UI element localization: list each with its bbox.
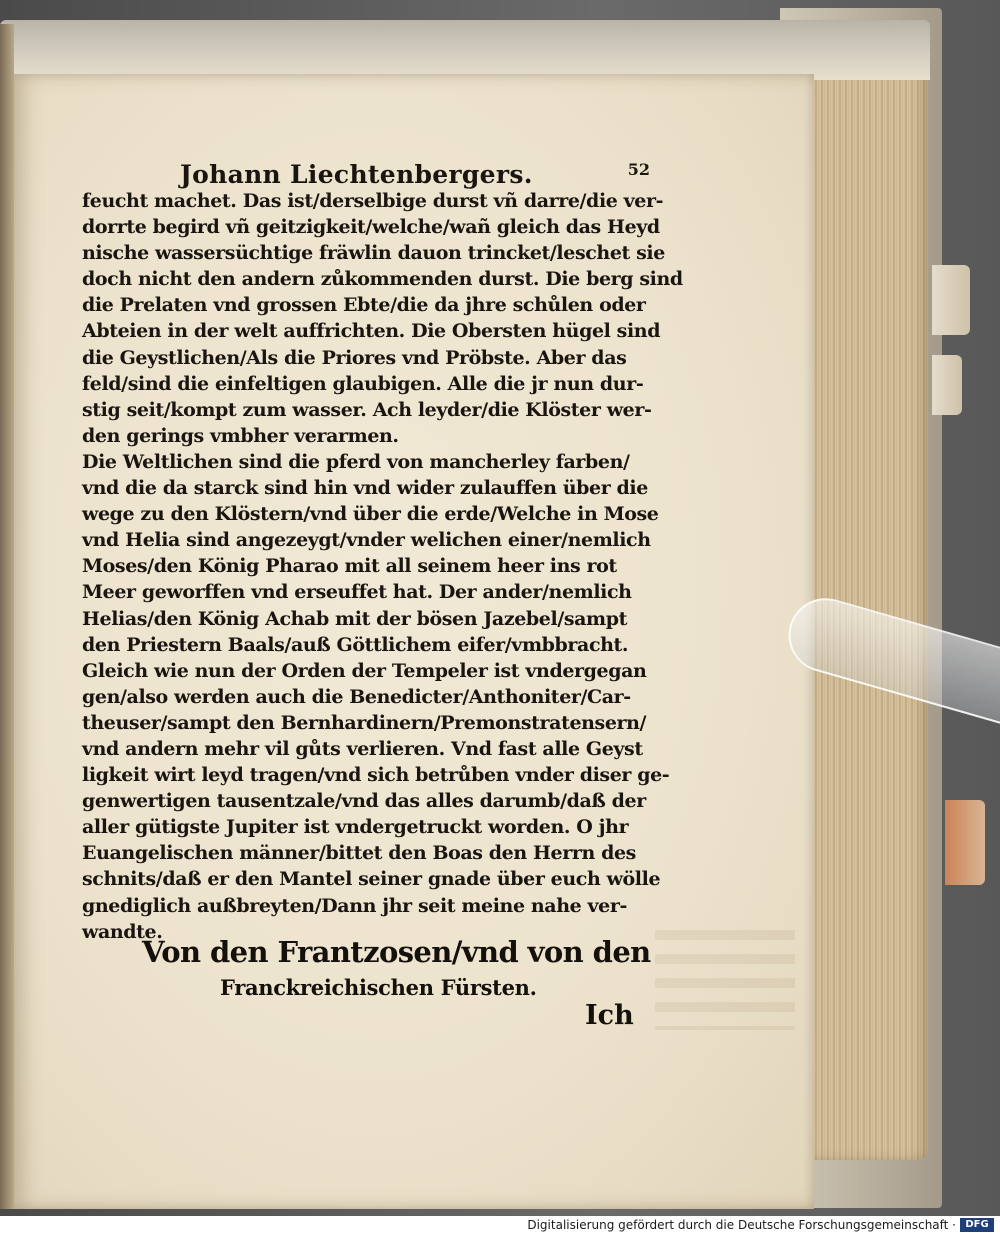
- text-line: theuser/sampt den Bernhardinern/Premonstratensern/: [82, 711, 647, 734]
- book-cover-left: [0, 24, 14, 1209]
- text-line: den gerings vmbher verarmen.: [82, 424, 399, 447]
- text-line: feucht machet. Das ist/derselbige durst vñ darre/die ver-: [82, 190, 664, 212]
- text-line: wandte.: [82, 920, 163, 943]
- text-line: nische wassersüchtige fräwlin dauon trincket/leschet sie: [82, 242, 665, 265]
- section-heading: Von den Frantzosen/vnd von den: [142, 935, 651, 969]
- footer-bar: [0, 1216, 1000, 1236]
- text-line: gen/also werden auch die Benedicter/Anthoniter/Car-: [82, 685, 631, 708]
- text-line: gnediglich außbreyten/Dann jhr seit meine nahe ver-: [82, 894, 627, 917]
- text-line: Abteien in der welt auffrichten. Die Obersten hügel sind: [82, 320, 661, 343]
- text-line: Meer geworffen vnd erseuffet hat. Der ander/nemlich: [82, 581, 632, 604]
- funding-credit: Digitalisierung gefördert durch die Deutsche Forschungsgemeinschaft ·: [527, 1218, 956, 1232]
- dfg-logo: DFG: [960, 1218, 994, 1232]
- text-line: Euangelischen männer/bittet den Boas den Herrn des: [82, 842, 636, 865]
- text-line: wege zu den Klöstern/vnd über die erde/Welche in Mose: [82, 503, 659, 526]
- bookmark-tab: [932, 355, 962, 415]
- bookmark-tab: [945, 800, 985, 885]
- text-line: aller gütigste Jupiter ist vndergetruckt worden. O jhr: [82, 816, 629, 839]
- text-line: Moses/den König Pharao mit all seinem heer ins rot: [82, 555, 617, 578]
- running-head: Johann Liechtenbergers.: [180, 160, 533, 189]
- text-line: die Prelaten vnd grossen Ebte/die da jhre schůlen oder: [82, 294, 646, 317]
- book-top-edge: [0, 20, 930, 80]
- text-line: Die Weltlichen sind die pferd von mancherley farben/: [82, 450, 630, 473]
- text-line: Helias/den König Achab mit der bösen Jazebel/sampt: [82, 607, 628, 630]
- catchword: Ich: [585, 1000, 634, 1031]
- text-line: ligkeit wirt leyd tragen/vnd sich betrůben vnder diser ge-: [82, 764, 670, 787]
- text-line: genwertigen tausentzale/vnd das alles darumb/daß der: [82, 790, 646, 813]
- bookmark-tab: [932, 265, 970, 335]
- body-text: [82, 188, 683, 945]
- section-subheading: Franckreichischen Fürsten.: [220, 975, 537, 1000]
- text-line: doch nicht den andern zůkommenden durst. Die berg sind: [82, 268, 683, 291]
- text-line: vnd andern mehr vil gůts verlieren. Vnd fast alle Geyst: [82, 737, 643, 760]
- text-line: Gleich wie nun der Orden der Tempeler ist vndergegan: [82, 659, 647, 682]
- show-through-text: [655, 930, 795, 1030]
- text-line: feld/sind die einfeltigen glaubigen. Alle die jr nun dur-: [82, 372, 644, 395]
- text-line: schnits/daß er den Mantel seiner gnade über euch wölle: [82, 868, 661, 891]
- text-line: den Priestern Baals/auß Göttlichem eifer/vmbbracht.: [82, 633, 629, 656]
- text-line: stig seit/kompt zum wasser. Ach leyder/die Klöster wer-: [82, 398, 652, 421]
- text-line: die Geystlichen/Als die Priores vnd Pröbste. Aber das: [82, 346, 627, 369]
- text-line: dorrte begird vñ geitzigkeit/welche/wañ gleich das Heyd: [82, 216, 660, 239]
- page-number: 52: [627, 160, 650, 179]
- text-line: vnd die da starck sind hin vnd wider zulauffen über die: [82, 477, 648, 500]
- text-line: vnd Helia sind angezeygt/vnder welichen einer/nemlich: [82, 529, 651, 552]
